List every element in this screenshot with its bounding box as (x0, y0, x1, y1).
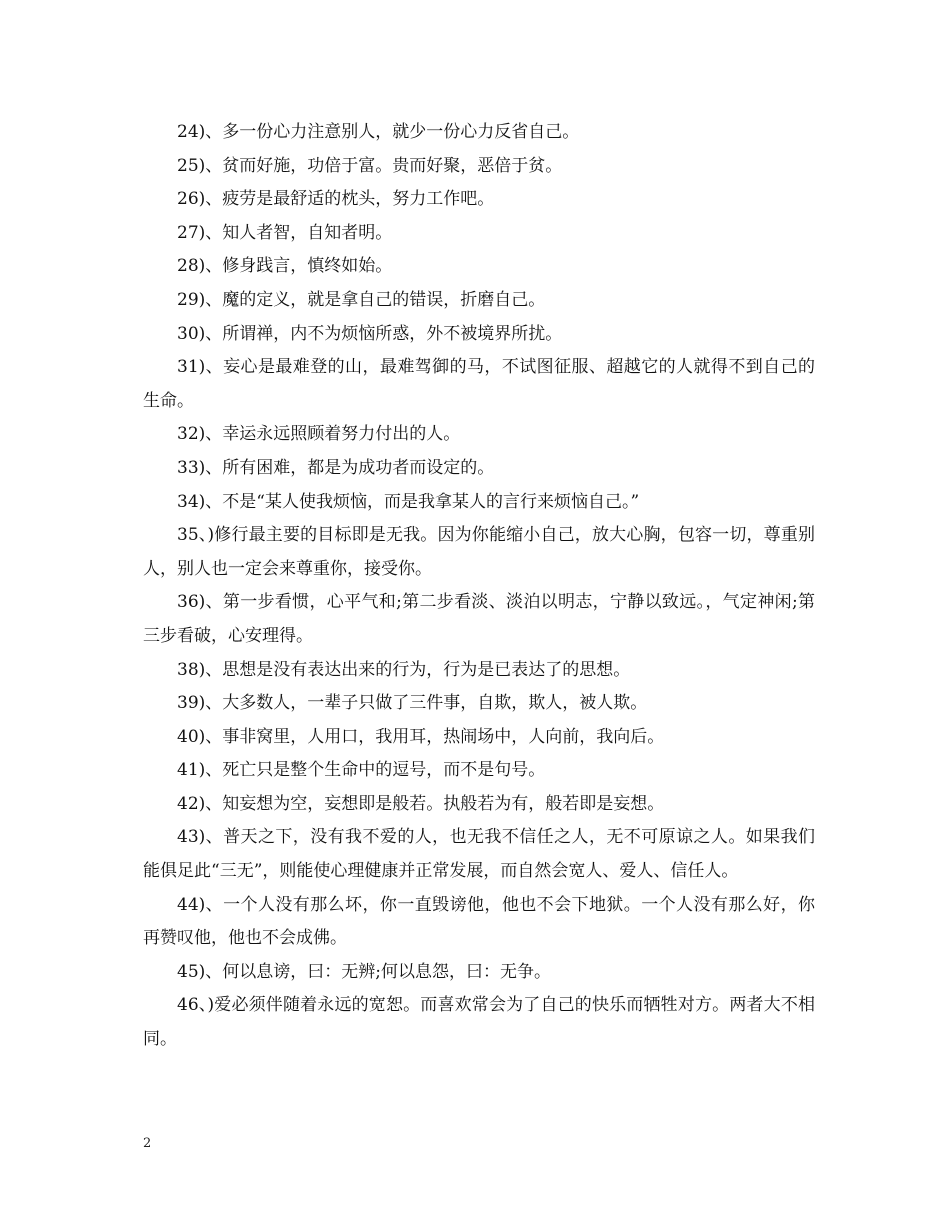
paragraph-36: 36)、第一步看惯，心平气和;第二步看淡、淡泊以明志，宁静以致远。，气定神闲;第三步看破，心安理得。 (143, 592, 815, 646)
paragraph-25: 25)、贫而好施，功倍于富。贵而好聚，恶倍于贫。 (177, 155, 563, 176)
paragraph-35: 35、)修行最主要的目标即是无我。因为你能缩小自己，放大心胸，包容一切，尊重别人，别人也一定会来尊重你，接受你。 (143, 525, 815, 579)
paragraph-26: 26)、疲劳是最舒适的枕头，努力工作吧。 (177, 189, 495, 210)
paragraph-32: 32)、幸运永远照顾着努力付出的人。 (177, 424, 461, 445)
document-body (143, 116, 815, 1057)
paragraph-24: 24)、多一份心力注意别人，就少一份心力反省自己。 (177, 122, 580, 142)
paragraph-34: 34)、不是“某人使我烦恼，而是我拿某人的言行来烦恼自己。” (177, 491, 640, 512)
paragraph-43: 43)、普天之下，没有我不爱的人，也无我不信任之人，无不可原谅之人。如果我们能俱足此“三无”，则能使心理健康并正常发展，而自然会宽人、爱人、信任人。 (143, 827, 815, 882)
paragraph-31: 31)、妄心是最难登的山，最难驾御的马，不试图征服、超越它的人就得不到自己的生命。 (143, 357, 815, 411)
paragraph-45: 45)、何以息谤，曰：无辨;何以息怨，曰：无争。 (177, 961, 551, 982)
paragraph-41: 41)、死亡只是整个生命中的逗号，而不是句号。 (177, 760, 546, 781)
paragraph-42: 42)、知妄想为空，妄想即是般若。执般若为有，般若即是妄想。 (177, 793, 665, 814)
paragraph-46: 46、)爱必须伴随着永远的宽恕。而喜欢常会为了自己的快乐而牺牲对方。两者大不相同。 (143, 995, 815, 1050)
paragraph-39: 39)、大多数人，一辈子只做了三件事，自欺，欺人，被人欺。 (177, 693, 648, 714)
paragraph-28: 28)、修身践言，慎终如始。 (177, 256, 393, 277)
page-number: 2 (143, 1136, 152, 1151)
paragraph-27: 27)、知人者智，自知者明。 (177, 222, 393, 243)
paragraph-29: 29)、魔的定义，就是拿自己的错误，折磨自己。 (177, 289, 546, 310)
paragraph-30: 30)、所谓禅，内不为烦恼所惑，外不被境界所扰。 (177, 323, 563, 344)
paragraph-33: 33)、所有困难，都是为成功者而设定的。 (177, 457, 495, 478)
paragraph-38: 38)、思想是没有表达出来的行为，行为是已表达了的思想。 (177, 659, 631, 680)
paragraph-44: 44)、一个人没有那么坏，你一直毁谤他，他也不会下地狱。一个人没有那么好，你再赞叹他，他也不会成佛。 (143, 894, 815, 949)
paragraph-40: 40)、事非窝里，人用口，我用耳，热闹场中，人向前，我向后。 (177, 726, 665, 747)
